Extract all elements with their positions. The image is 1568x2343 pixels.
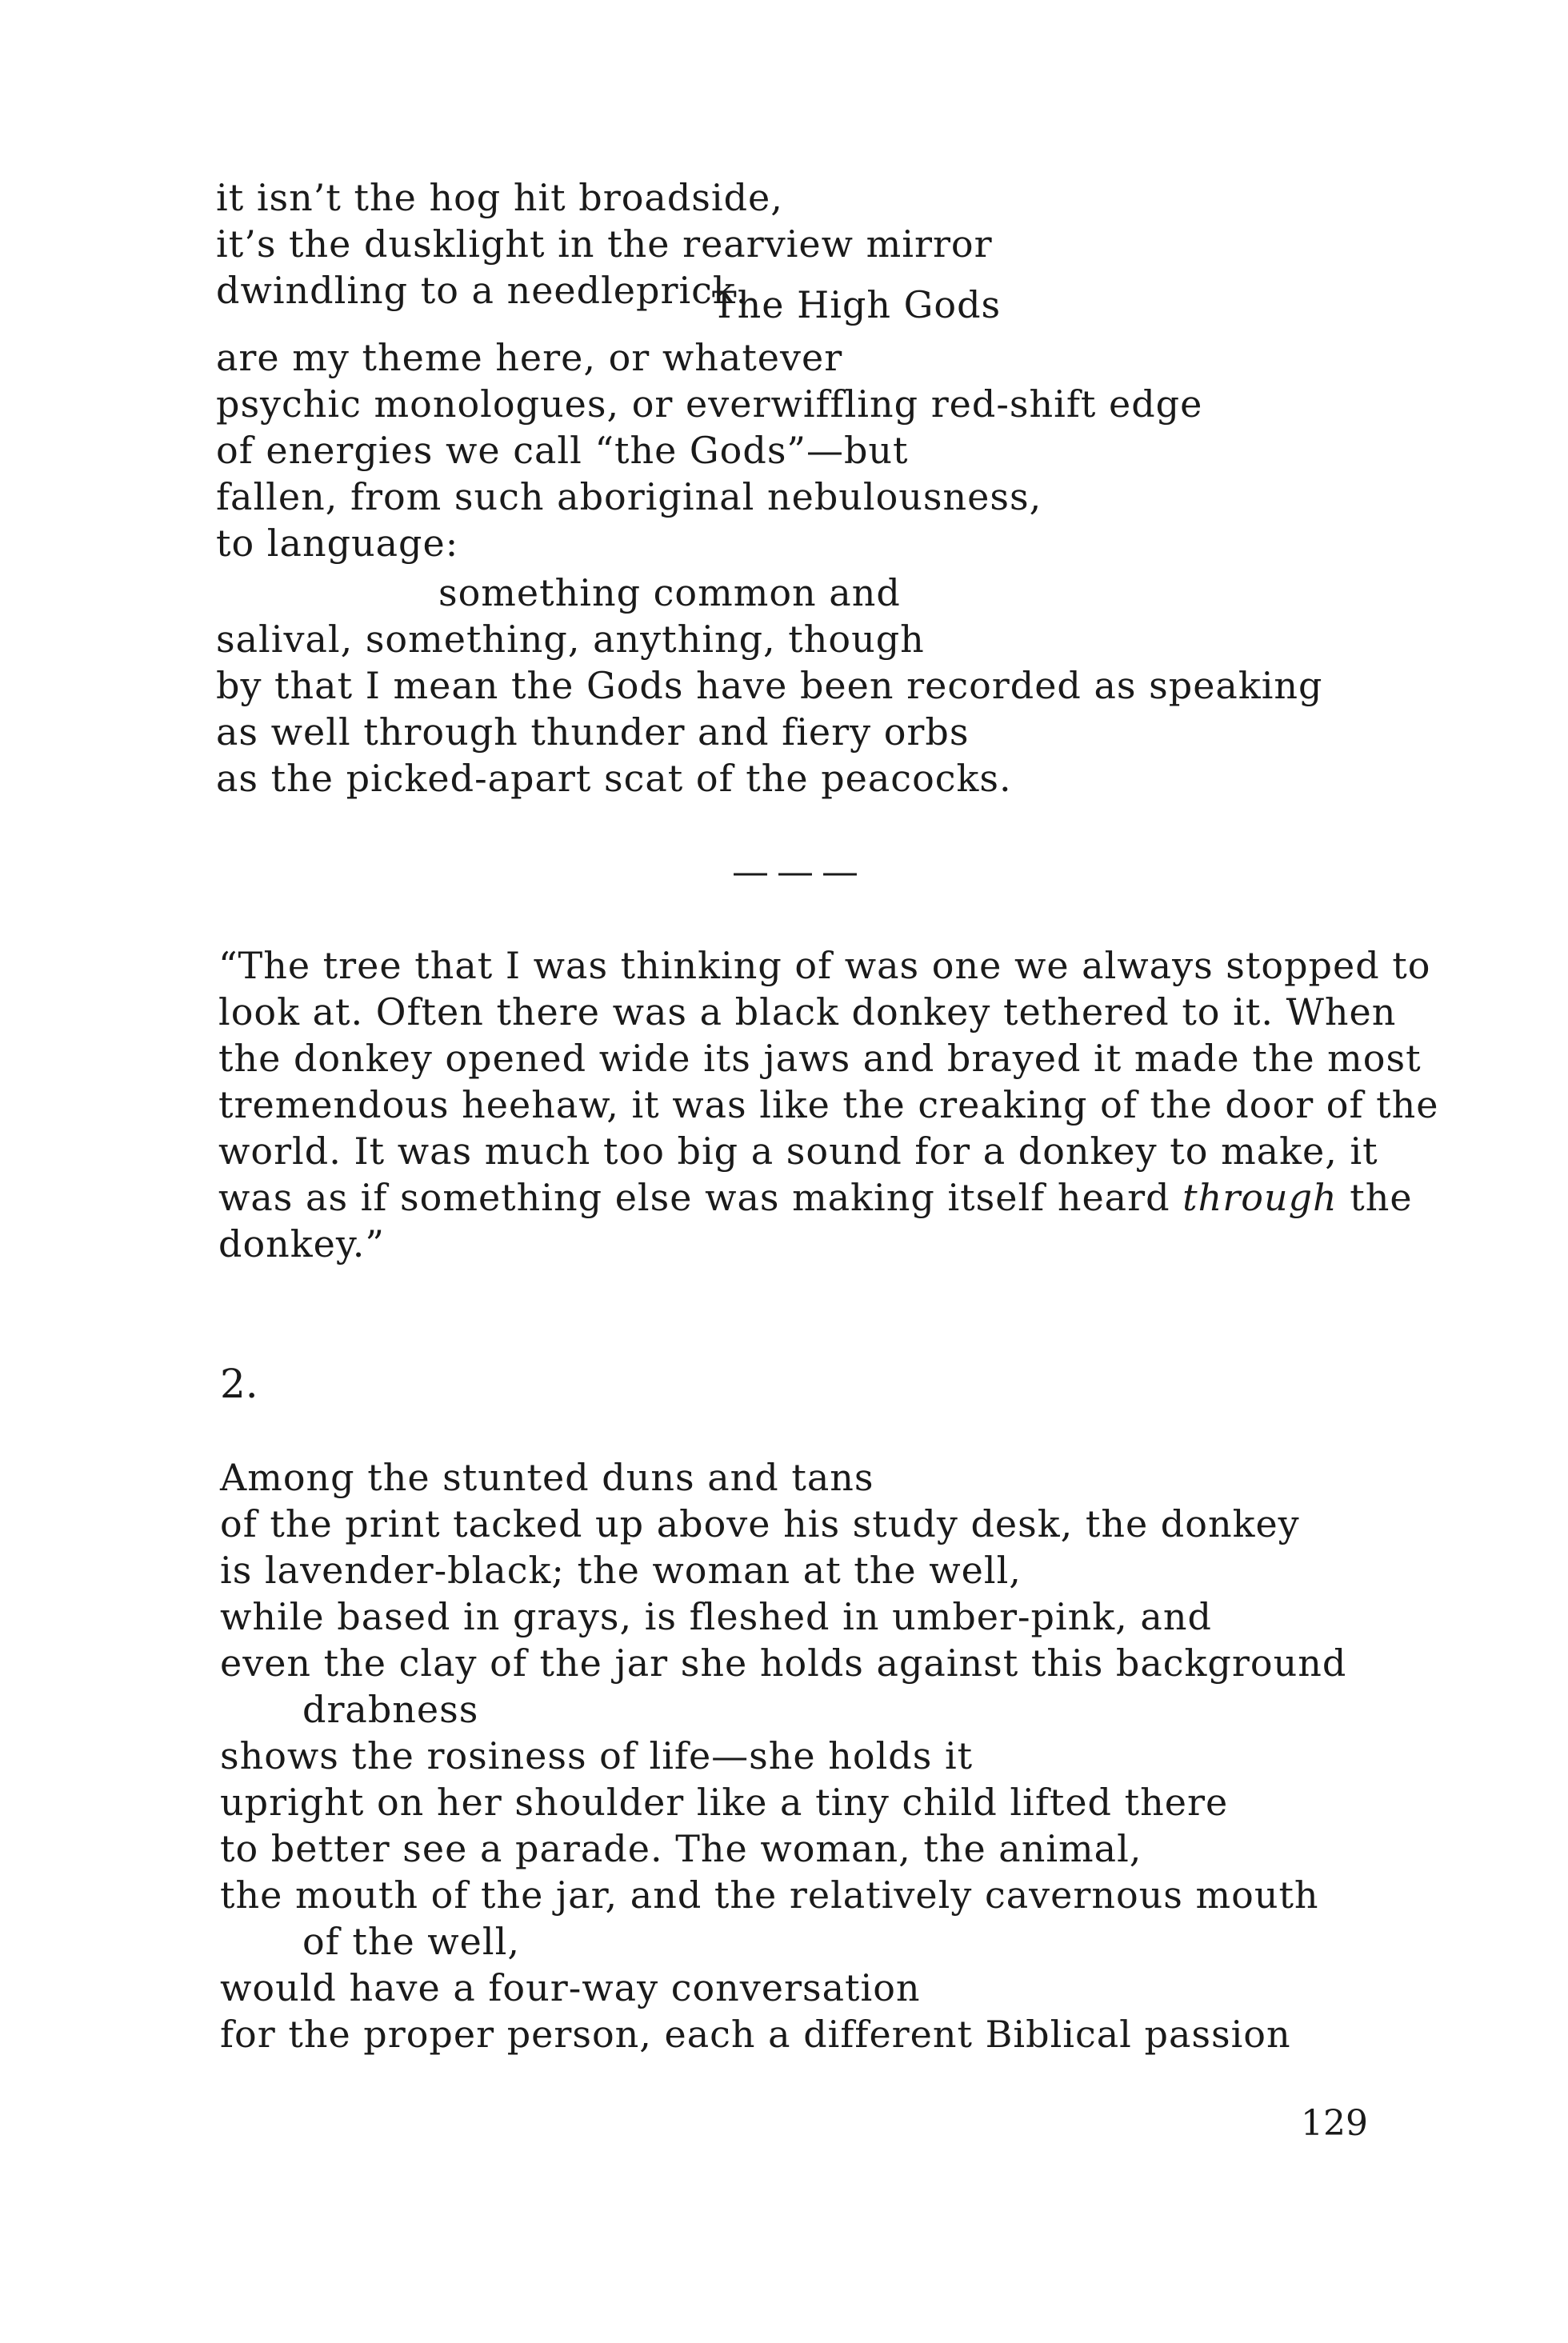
poem-line: by that I mean the Gods have been recorded as speaking (216, 664, 1323, 707)
prose-line: donkey.” (218, 1222, 385, 1265)
poem-line: shows the rosiness of life—she holds it (220, 1734, 974, 1777)
poem-line: it isn’t the hog hit broadside, (216, 176, 783, 219)
poem-line: drabness (302, 1688, 479, 1731)
poem-line: upright on her shoulder like a tiny child lifted there (220, 1781, 1229, 1824)
section-divider: ——— (732, 850, 866, 893)
poem-line: fallen, from such aboriginal nebulousness, (216, 475, 1042, 518)
poem-line: for the proper person, each a different Biblical passion (220, 2013, 1291, 2056)
prose-line (218, 1174, 1413, 1221)
prose-text: the (1337, 1176, 1413, 1219)
poem-line: is lavender-black; the woman at the well, (220, 1549, 1022, 1592)
poem-line: The High Gods (712, 283, 1002, 326)
poem-line: would have a four-way conversation (220, 1966, 921, 2009)
prose-italic-word: through (1182, 1176, 1338, 1219)
poem-line: while based in grays, is fleshed in umber-pink, and (220, 1595, 1212, 1638)
poem-line: of energies we call “the Gods”—but (216, 429, 909, 472)
poem-line: as the picked-apart scat of the peacocks. (216, 757, 1012, 800)
poem-line: Among the stunted duns and tans (220, 1456, 874, 1499)
poem-line: it’s the dusklight in the rearview mirror (216, 222, 993, 266)
poem-line: something common and (438, 571, 901, 614)
prose-line: tremendous heehaw, it was like the creaking of the door of the (218, 1083, 1439, 1126)
prose-line: “The tree that I was thinking of was one we always stopped to (218, 944, 1431, 987)
prose-line: look at. Often there was a black donkey tethered to it. When (218, 990, 1397, 1034)
poem-line: as well through thunder and fiery orbs (216, 710, 970, 754)
poem-line: even the clay of the jar she holds against this background (220, 1641, 1347, 1685)
poem-line: the mouth of the jar, and the relatively cavernous mouth (220, 1873, 1319, 1917)
poem-line: are my theme here, or whatever (216, 336, 843, 379)
poem-line: to language: (216, 522, 459, 565)
poem-line: of the print tacked up above his study desk, the donkey (220, 1502, 1300, 1545)
poem-line: salival, something, anything, though (216, 618, 925, 661)
poem-line: of the well, (302, 1920, 520, 1963)
section-number: 2. (220, 1361, 258, 1407)
prose-text: was as if something else was making itself heard (218, 1176, 1183, 1219)
prose-line: the donkey opened wide its jaws and brayed it made the most (218, 1037, 1422, 1080)
poem-line: psychic monologues, or everwiffling red-shift edge (216, 382, 1203, 426)
poem-line: to better see a parade. The woman, the animal, (220, 1827, 1142, 1870)
prose-line: world. It was much too big a sound for a donkey to make, it (218, 1130, 1378, 1173)
page-number: 129 (1301, 2103, 1368, 2144)
poem-line: dwindling to a needleprick. (216, 269, 749, 312)
